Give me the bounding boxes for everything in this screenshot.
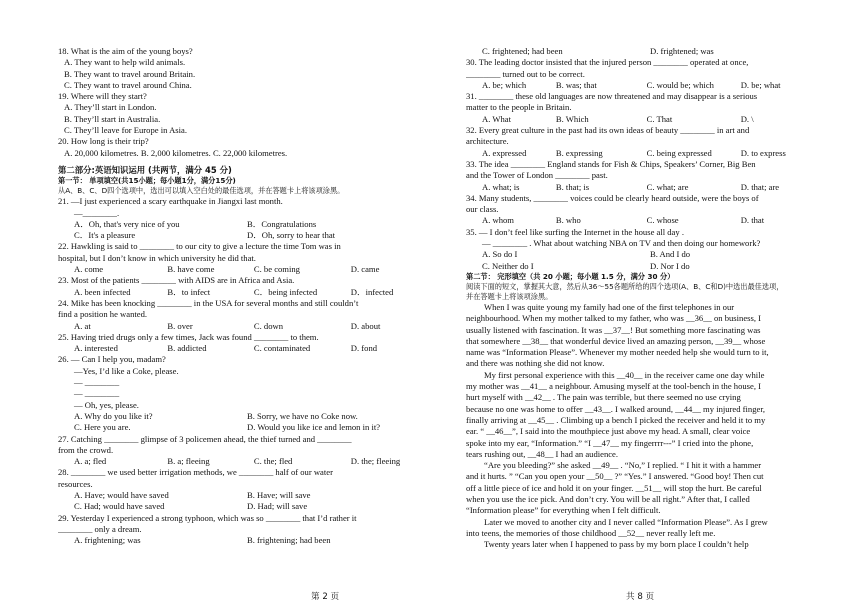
q20-stem: 20. How long is their trip? <box>58 136 149 147</box>
option-c: C. would be; which <box>646 79 714 90</box>
section1-title: 第一节： 单项填空(共15小题；每小题1分，满分15分) <box>58 176 236 186</box>
question-29-continued <box>466 46 818 57</box>
option-b: B. was; that <box>555 79 597 90</box>
option-d: D. be; what <box>740 79 781 90</box>
q18-opt-b: B. They want to travel around Britain. <box>64 68 196 79</box>
question-34 <box>466 193 818 227</box>
question-stem-cont: hospital, but I don’t know in which university he did that. <box>58 252 256 263</box>
option-a: A．Oh, that's very nice of you <box>74 218 180 229</box>
option-a: A. been infected <box>74 286 131 297</box>
question-stem: 28. ________ we used better irrigation methods, we ________ half of our water <box>58 467 333 478</box>
left-column <box>58 46 420 546</box>
option-d: D. Nor I do <box>650 260 690 271</box>
question-33 <box>466 159 818 193</box>
passage-line-18: when you use the ice pick. And don’t cry. You will be all right.” After that, I called <box>466 493 750 504</box>
question-28 <box>58 467 420 512</box>
option-c: C. down <box>253 320 284 331</box>
q19-stem: 19. Where will they start? <box>58 91 147 102</box>
passage-line-20: Later we moved to another city and I never called “Information Please”. As I grew <box>484 516 768 527</box>
option-d: D. that; are <box>740 181 780 192</box>
option-d: D. fond <box>350 343 378 354</box>
passage-line-2: neighbourhood. When my mother talked to my father, who was __36__ on business, I <box>466 313 761 324</box>
question-21 <box>58 196 420 241</box>
passage-line-13: spoke into my ear, “Information.” “I __47__ my fingerrrr---” I cried into the phone, <box>466 437 754 448</box>
q19-opt-b: B. They’ll start in Australia. <box>64 113 161 124</box>
passage-line-15: “Are you bleeding?” she asked __49__ . “No,” I replied. “ I hit it with a hammer <box>484 460 762 471</box>
option-a: A. So do I <box>482 249 518 260</box>
question-23 <box>58 275 420 298</box>
option-c: C. Here you are. <box>74 422 131 433</box>
question-stem: 24. Mike has been knocking ________ in the USA for several months and still couldn’t <box>58 297 359 308</box>
option-a: A. what; is <box>482 181 520 192</box>
option-c: C. contaminated <box>253 343 311 354</box>
question-26 <box>58 354 420 433</box>
option-b: B．to infect <box>167 286 211 297</box>
option-c: C. be coming <box>253 264 300 275</box>
cloze-passage <box>466 302 818 551</box>
option-d: D. Had; will save <box>247 501 308 512</box>
option-b: B. expressing <box>555 147 603 158</box>
passage-line-9: hurt myself with __42__ . The pain was terrible, but there seemed no use crying <box>466 392 741 403</box>
option-c: C. Neither do I <box>482 260 534 271</box>
option-b: B. addicted <box>167 343 207 354</box>
option-a: A. What <box>482 113 511 124</box>
option-a: A. frightening; was <box>74 535 141 546</box>
passage-line-11: finally arriving at __45__ . Climbing up a bench I picked the receiver and held it to my <box>466 414 766 425</box>
passage-line-14: tears rushing out, __48__ I had an audience. <box>466 448 619 459</box>
dialogue-line: —________. <box>74 207 120 218</box>
option-d: D. frightened; was <box>650 46 714 56</box>
option-b: B. a; fleeing <box>167 456 210 467</box>
option-c: C. That <box>646 113 673 124</box>
option-c: C. being expressed <box>646 147 712 158</box>
option-a: A. be; which <box>482 79 527 90</box>
question-30 <box>466 57 818 91</box>
section2-instructions-line-1: 阅读下面的短文，掌握其大意，然后从36～55各题所给的四个选项(A、B、C和D)中选出最佳选项， <box>466 281 784 291</box>
passage-line-6: and there was nothing she did not know. <box>466 358 605 369</box>
passage-line-22: Twenty years later when I happened to pass by my born place I couldn’t help <box>484 539 749 550</box>
option-a: A. a; fled <box>74 456 107 467</box>
section2-title: 第二节： 完形填空（共 20 小题；每小题 1.5 分，满分 30 分） <box>466 271 675 281</box>
question-31 <box>466 91 818 125</box>
q19-opt-a: A. They’ll start in London. <box>64 102 157 113</box>
passage-line-19: “Information please” for everything when I felt difficult. <box>466 505 661 516</box>
section1-instructions: 从A、B、C、D四个选项中，选出可以填入空白处的最佳选项，并在答题卡上将该项涂黑。 <box>58 186 345 196</box>
option-d: D. the; fleeing <box>350 456 401 467</box>
question-22 <box>58 241 420 275</box>
option-c: C. whose <box>646 215 679 226</box>
option-b: B. Which <box>555 113 589 124</box>
question-stem: 30. The leading doctor insisted that the injured person ________ operated at once, <box>466 57 749 68</box>
question-stem: 27. Catching ________ glimpse of 3 policemen ahead, the thief turned and ________ <box>58 433 352 444</box>
question-stem: 21. —I just experienced a scary earthquake in Jiangxi last month. <box>58 196 283 207</box>
option-c: C. Had; would have saved <box>74 501 165 512</box>
passage-line-10: because no one was home to offer __43__. I walked around, __44__ my injured finger, <box>466 403 766 414</box>
question-29 <box>58 513 420 547</box>
option-d: D．infected <box>350 286 394 297</box>
question-stem-cont: architecture. <box>466 136 509 147</box>
question-stem: 23. Most of the patients ________ with AIDS are in Africa and Asia. <box>58 275 295 286</box>
page-number-left: 第 2 页 <box>311 592 340 602</box>
option-b: B. have come <box>167 264 215 275</box>
option-a: A. interested <box>74 343 118 354</box>
q18-opt-c: C. They want to travel around China. <box>64 79 192 90</box>
option-d: D. about <box>350 320 381 331</box>
option-c: C. the; fled <box>253 456 293 467</box>
option-b: B. And I do <box>650 249 691 260</box>
passage-line-16: and it hurts. ” “Can you open your __50__ ?” “Yes.” I answered. “Good boy! Then cut <box>466 471 764 482</box>
dialogue-line: — ________ . What about watching NBA on TV and then doing our homework? <box>482 238 761 249</box>
question-35 <box>466 227 818 272</box>
q20-opts: A. 20,000 kilometres. B. 2,000 kilometres. C. 22,000 kilometres. <box>64 147 288 158</box>
question-stem: 31. ________ these old languages are now threatened and may disappear is a serious <box>466 91 758 102</box>
dialogue-line: — ________ <box>74 377 120 388</box>
option-b: B. Sorry, we have no Coke now. <box>247 410 358 421</box>
passage-line-4: that somewhere __38__ that wonderful device lived an amazing person, __39__ whose <box>466 335 766 346</box>
option-b: B. frightening; had been <box>247 535 331 546</box>
option-b: B. Have; will save <box>247 489 311 500</box>
question-stem: 29. Yesterday I experienced a strong typhoon, which was so ________ that I’d rather it <box>58 512 357 523</box>
question-24 <box>58 298 420 332</box>
passage-line-7: My first personal experience with this __40__ in the receiver came one day while <box>484 369 765 380</box>
option-c: C. frightened; had been <box>482 46 563 56</box>
question-stem-cont: and the Tower of London ________ past. <box>466 170 608 181</box>
option-b: B. who <box>555 215 581 226</box>
option-a: A. Why do you like it? <box>74 410 153 421</box>
option-c: C．being infected <box>253 286 318 297</box>
option-c: C. what; are <box>646 181 689 192</box>
question-25 <box>58 332 420 355</box>
question-stem: 34. Many students, ________ voices could be clearly heard outside, were the boys of <box>466 192 759 203</box>
passage-line-12: ear. “ __46__”, I said into the mouthpiece just above my head. A small, clear voice <box>466 426 751 437</box>
question-stem-cont: find a position he wanted. <box>58 309 148 320</box>
question-stem: 33. The idea ________ England stands for Fish & Chips, Speakers’ Corner, Big Ben <box>466 158 756 169</box>
page-total-right: 共 8 页 <box>626 592 655 602</box>
question-stem: 32. Every great culture in the past had its own ideas of beauty ________ in art and <box>466 125 750 136</box>
option-a: A. Have; would have saved <box>74 489 169 500</box>
option-d: D. that <box>740 215 765 226</box>
option-a: A. expressed <box>482 147 527 158</box>
question-stem-cont: ________ only a dream. <box>58 523 142 534</box>
option-d: D．Oh, sorry to hear that <box>247 230 336 241</box>
question-stem: 22. Hawkling is said to ________ to our city to give a lecture the time Tom was in <box>58 241 341 252</box>
option-a: A. whom <box>482 215 514 226</box>
passage-line-21: into teens, the memories of those childhood __52__ never really left me. <box>466 527 716 538</box>
option-d: D. to express <box>740 147 786 158</box>
q18-opt-a: A. They want to help wild animals. <box>64 57 186 68</box>
dialogue-line: — ________ <box>74 388 120 399</box>
question-stem: 26. — Can I help you, madam? <box>58 354 166 365</box>
option-d: D. \ <box>740 113 754 124</box>
question-stem-cont: ________ turned out to be correct. <box>466 68 585 79</box>
question-27 <box>58 434 420 468</box>
question-stem-cont: our class. <box>466 204 499 215</box>
question-stem: 25. Having tried drugs only a few times, Jack was found ________ to them. <box>58 331 319 342</box>
dialogue-line: —Yes, I’d like a Coke, please. <box>74 365 179 376</box>
option-d: D. came <box>350 264 380 275</box>
passage-line-5: name was “Information Please”. Whenever my mother needed help she would turn to it, <box>466 347 769 358</box>
option-c: C．It's a pleasure <box>74 230 136 241</box>
right-column <box>466 46 818 550</box>
question-32 <box>466 125 818 159</box>
q19-opt-c: C. They’ll leave for Europe in Asia. <box>64 125 187 136</box>
q18-stem: 18. What is the aim of the young boys? <box>58 46 193 56</box>
option-a: A. come <box>74 264 104 275</box>
question-stem: 35. — I don’t feel like surfing the Internet in the house all day . <box>466 226 684 237</box>
passage-line-8: my mother was __41__ a neighbour. Amusing myself at the tool-bench in the house, I <box>466 381 762 392</box>
passage-line-17: off a little piece of ice and hold it on your finger. __51__ will stop the hurt. Be careful <box>466 482 762 493</box>
dialogue-line: — Oh, yes, please. <box>74 399 139 410</box>
option-a: A. at <box>74 320 91 331</box>
question-stem-cont: from the crowd. <box>58 444 114 455</box>
section2-instructions-line-2: 并在答题卡上将该项涂黑。 <box>466 291 553 301</box>
passage-line-1: When I was quite young my family had one of the first telephones in our <box>484 301 735 312</box>
part2-title: 第二部分:英语知识运用 (共两节，满分 45 分) <box>58 164 232 175</box>
option-d: D. Would you like ice and lemon in it? <box>247 422 381 433</box>
option-b: B．Congratulations <box>247 218 317 229</box>
listening-questions <box>58 46 420 159</box>
option-b: B. over <box>167 320 193 331</box>
question-stem-cont: resources. <box>58 478 93 489</box>
option-b: B. that; is <box>555 181 590 192</box>
passage-line-3: usually listened with fascination. It was __37__! But something more fascinating was <box>466 324 761 335</box>
question-stem-cont: matter to the people in Britain. <box>466 102 572 113</box>
